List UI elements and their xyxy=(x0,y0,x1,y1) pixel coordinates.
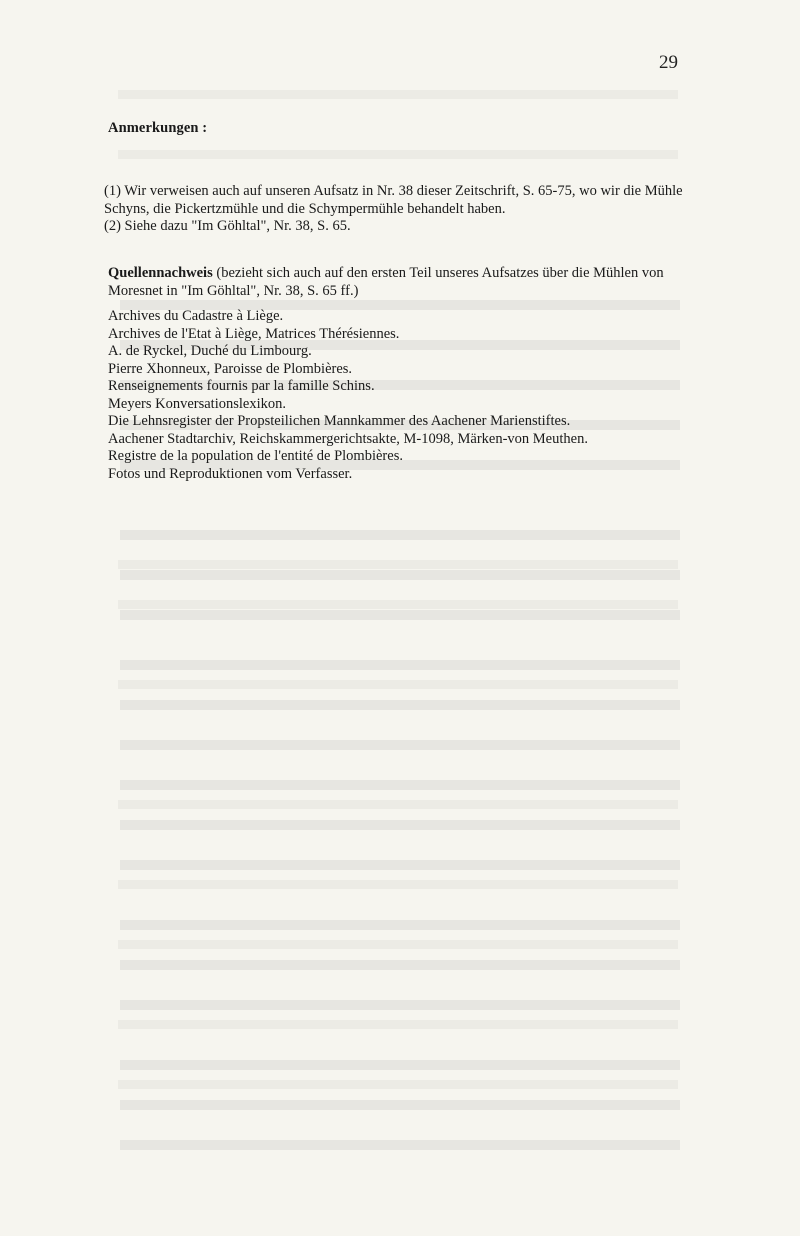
source-item: Registre de la population de l'entité de Plombières. xyxy=(108,448,403,464)
source-item: Renseignements fournis par la famille Schins. xyxy=(108,378,375,394)
sources-note: (bezieht sich auch auf den ersten Teil unseres Aufsatzes über die Mühlen von Moresnet in "Im Göhltal", Nr. 38, S. 65 ff.) xyxy=(108,265,664,299)
source-item: Archives du Cadastre à Liège. xyxy=(108,308,284,324)
source-item: Die Lehnsregister der Propsteilichen Mannkammer des Aachener Marienstiftes. xyxy=(108,413,571,429)
sources-label: Quellennachweis xyxy=(108,265,213,281)
source-item: A. de Ryckel, Duché du Limbourg. xyxy=(108,343,312,359)
sources-intro xyxy=(108,265,708,300)
footnote-2: (2) Siehe dazu "Im Göhltal", Nr. 38, S. 65. xyxy=(104,218,351,234)
source-item: Pierre Xhonneux, Paroisse de Plombières. xyxy=(108,360,353,377)
source-item: Aachener Stadtarchiv, Reichskammergerichtsakte, M-1098, Märken-von Meuthen. xyxy=(108,430,588,447)
source-item: Meyers Konversationslexikon. xyxy=(108,395,286,412)
footnote-1: (1) Wir verweisen auch auf unseren Aufsatz in Nr. 38 dieser Zeitschrift, S. 65-75, wo wir die Mühle Schyns, die Pickertzmühle und die Schympermühle behandelt haben. xyxy=(104,183,683,217)
page-number: 29 xyxy=(659,52,678,73)
notes-heading: Anmerkungen : xyxy=(108,120,208,136)
source-item: Fotos und Reproduktionen vom Verfasser. xyxy=(108,465,353,482)
source-item: Archives de l'Etat à Liège, Matrices Thérésiennes. xyxy=(108,325,400,342)
sources-list xyxy=(108,308,708,483)
footnotes xyxy=(104,183,704,236)
